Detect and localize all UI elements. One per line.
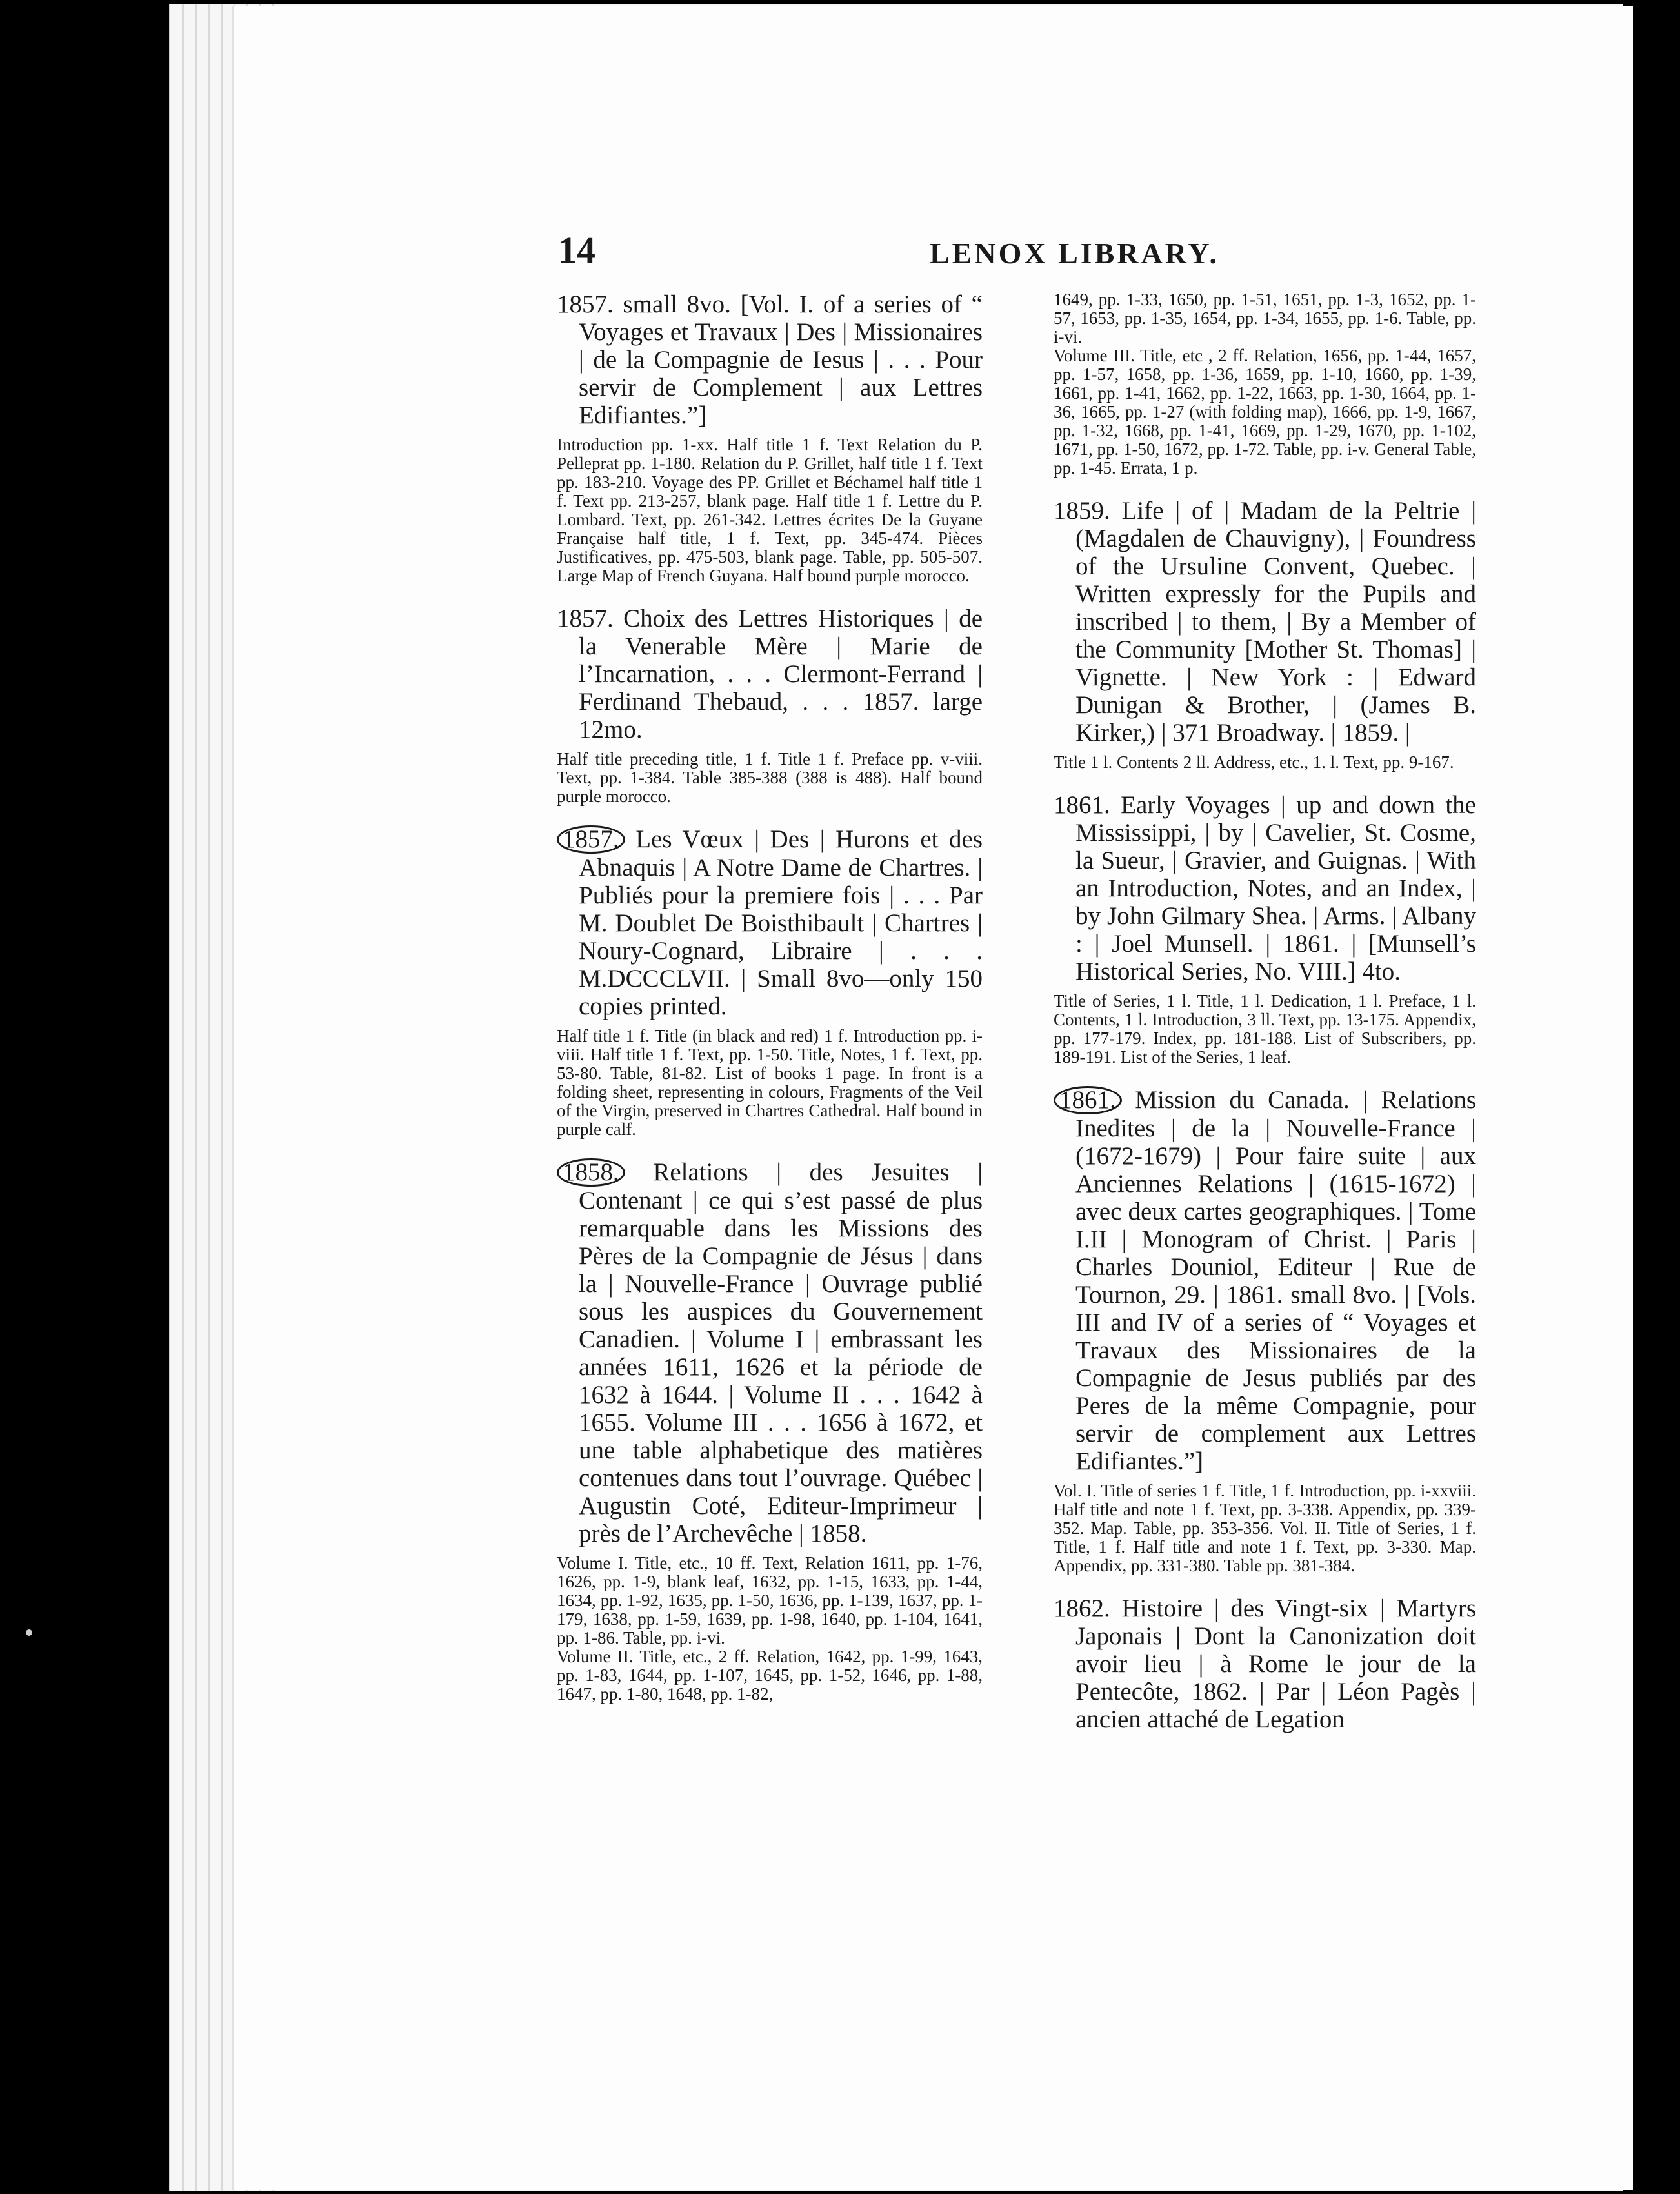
right-column (1054, 290, 1476, 1753)
entry-description: Life | of | Madam de la Peltrie | (Magdalen de Chauvigny), | Foundress of the Ursuline Convent, Quebec. | Written expressly for the Pupils and inscribed | to them, | By a Member of the Community [Mother St. Thomas] | Vignette. | New York : | Edward Dunigan & Brother, | (James B. Kirker,) | 371 Broadway. | 1859. | (1075, 497, 1477, 747)
entry-title (557, 290, 983, 429)
book-page (232, 6, 1633, 2190)
circled-year: 1861. (1054, 1086, 1122, 1114)
collation-notes (557, 1554, 983, 1704)
catalog-entry (1054, 1595, 1476, 1733)
collation-notes (1054, 753, 1476, 772)
entry-title (1054, 497, 1476, 747)
entry-title (1054, 1086, 1476, 1475)
catalog-entry (557, 1158, 983, 1704)
collation-note: Half title preceding title, 1 f. Title 1 f. Preface pp. v-viii. Text, pp. 1-384. Table 385-388 (388 is 488). Half bound purple morocco. (557, 749, 983, 806)
entry-title (557, 825, 983, 1020)
entry-description: Les Vœux | Des | Hurons et des Abnaquis | A Notre Dame de Chartres. | Publiés pour la premiere fois | . . . Par M. Doublet De Boisthibault | Chartres | Noury-Cognard, Libraire | . . . M.DCCCLVII. | Small 8vo—only 150 copies printed. (579, 825, 983, 1020)
collation-note: Half title 1 f. Title (in black and red) 1 f. Introduction pp. i-viii. Half title 1 f. Text, pp. 1-50. Title, Notes, 1 f. Text, pp. 53-80. Table, 81-82. List of books 1 page. In front is a folding sheet, representing in colours, Fragments of the Veil of the Virgin, preserved in Chartres Cathedral. Half bound in purple calf. (557, 1026, 983, 1139)
page-number: 14 (558, 229, 595, 271)
catalog-entry (1054, 290, 1476, 478)
entry-description: Histoire | des Vingt-six | Martyrs Japonais | Dont la Canonization doit avoir lieu | à Rome le jour de la Pentecôte, 1862. | Par | Léon Pagès | ancien attaché de Legation (1075, 1595, 1477, 1733)
collation-note: Volume III. Title, etc , 2 ff. Relation, 1656, pp. 1-44, 1657, pp. 1-57, 1658, pp. 1-36, 1659, pp. 1-10, 1660, pp. 1-39, 1661, pp. 1-41, 1662, pp. 1-22, 1663, pp. 1-30, 1664, pp. 1-36, 1665, pp. 1-27 (with folding map), 1666, pp. 1-9, 1667, pp. 1-32, 1668, pp. 1-41, 1669, pp. 1-29, 1670, pp. 1-102, 1671, pp. 1-50, 1672, pp. 1-72. Table, pp. i-v. General Table, pp. 1-45. Errata, 1 p. (1054, 346, 1476, 478)
catalog-entry (557, 605, 983, 806)
catalog-entry (557, 825, 983, 1139)
entry-year: 1861. (1054, 791, 1110, 819)
entry-title (557, 1158, 983, 1547)
catalog-entry (1054, 497, 1476, 772)
collation-notes (557, 1027, 983, 1139)
collation-notes (557, 750, 983, 806)
collation-note: 1649, pp. 1-33, 1650, pp. 1-51, 1651, pp. 1-3, 1652, pp. 1-57, 1653, pp. 1-35, 1654, pp. 1-34, 1655, pp. 1-6. Table, pp. i-vi. (1054, 290, 1476, 347)
collation-note: Introduction pp. 1-xx. Half title 1 f. Text Relation du P. Pelleprat pp. 1-180. Relation du P. Grillet, half title 1 f. Text pp. 183-210. Voyage des PP. Grillet et Béchamel half title 1 f. Text pp. 213-257, blank page. Half title 1 f. Lettre du P. Lombard. Text, pp. 261-342. Lettres écrites De la Guyane Française half title, 1 f. Text, pp. 345-474. Pièces Justificatives, pp. 475-503, blank page. Table, pp. 505-507. Large Map of French Guyana. Half bound purple morocco. (557, 435, 983, 585)
entry-year: 1857. (557, 605, 614, 632)
collation-note: Volume I. Title, etc., 10 ff. Text, Relation 1611, pp. 1-76, 1626, pp. 1-9, blank leaf, 1632, pp. 1-15, 1633, pp. 1-44, 1634, pp. 1-92, 1635, pp. 1-50, 1636, pp. 1-139, 1637, pp. 1-179, 1638, pp. 1-59, 1639, pp. 1-98, 1640, pp. 1-104, 1641, pp. 1-86. Table, pp. i-vi. (557, 1553, 983, 1647)
circled-year: 1858. (557, 1158, 625, 1187)
collation-notes (1054, 1482, 1476, 1575)
entry-title (557, 605, 983, 743)
collation-note: Vol. I. Title of series 1 f. Title, 1 f. Introduction, pp. i-xxviii. Half title and note 1 f. Text, pp. 3-338. Appendix, pp. 339-352. Map. Table, pp. 353-356. Vol. II. Title of Series, 1 f. Title, 1 f. Half title and note 1 f. Text, pp. 3-330. Map. Appendix, pp. 331-380. Table pp. 381-384. (1054, 1481, 1476, 1575)
collation-note: Volume II. Title, etc., 2 ff. Relation, 1642, pp. 1-99, 1643, pp. 1-83, 1644, pp. 1-107, 1645, pp. 1-52, 1646, pp. 1-88, 1647, pp. 1-80, 1648, pp. 1-82, (557, 1647, 983, 1704)
collation-notes (1054, 992, 1476, 1067)
entry-description: 1857. small 8vo. [Vol. I. of a series of “ Voyages et Travaux | Des | Missionaires | de la Compagnie de Iesus | . . . Pour servir de Complement | aux Lettres Edifiantes.”] (557, 290, 983, 429)
entry-description: Mission du Canada. | Relations Inedites | de la | Nouvelle-France | (1672-1679) | Pour faire suite | aux Anciennes Relations | (1615-1672) | avec deux cartes geographiques. | Tome I.II | Monogram of Christ. | Paris | Charles Douniol, Editeur | Rue de Tournon, 29. | 1861. small 8vo. | [Vols. III and IV of a series of “ Voyages et Travaux des Missionaires de la Compagnie de Jesus publiés par des Peres de la même Compagnie, pour servir de complement aux Lettres Edifiantes.”] (1075, 1086, 1476, 1475)
catalog-entry (1054, 1086, 1476, 1575)
entry-description: Relations | des Jesuites | Contenant | ce qui s’est passé de plus remarquable dans les Missions des Pères de la Compagnie de Jésus | dans la | Nouvelle-France | Ouvrage publié sous les auspices du Gouvernement Canadien. | Volume I | embrassant les années 1611, 1626 et la période de 1632 à 1644. | Volume II . . . 1642 à 1655. Volume III . . . 1656 à 1672, et une table alphabetique des matières contenues dans tout l’ouvrage. Québec | Augustin Coté, Editeur-Imprimeur | près de l’Archevêche | 1858. (579, 1158, 983, 1547)
entry-description: Early Voyages | up and down the Mississippi, | by | Cavelier, St. Cosme, la Sueur, | Gravier, and Guignas. | With an Introduction, Notes, and an Index, | by John Gilmary Shea. | Arms. | Albany : | Joel Munsell. | 1861. | [Munsell’s Historical Series, No. VIII.] 4to. (1075, 791, 1476, 985)
collation-note: Title 1 l. Contents 2 ll. Address, etc., 1. l. Text, pp. 9-167. (1054, 752, 1454, 772)
stray-mark (26, 1629, 32, 1636)
collation-notes (1054, 290, 1476, 478)
entry-year: 1859. (1054, 497, 1110, 525)
collation-notes (557, 436, 983, 585)
entry-year: 1862. (1054, 1595, 1110, 1622)
entry-description: Choix des Lettres Historiques | de la Venerable Mère | Marie de l’Incarnation, . . . Clermont-Ferrand | Ferdinand Thebaud, . . . 1857. large 12mo. (579, 605, 983, 743)
collation-note: Title of Series, 1 l. Title, 1 l. Dedication, 1 l. Preface, 1 l. Contents, 1 l. Introduction, 3 ll. Text, pp. 13-175. Appendix, pp. 177-179. Index, pp. 181-188. List of Subscribers, pp. 189-191. List of the Series, 1 leaf. (1054, 991, 1476, 1067)
circled-year: 1857. (557, 825, 625, 854)
entry-title (1054, 1595, 1476, 1733)
running-head (234, 219, 1633, 271)
catalog-entry (1054, 791, 1476, 1067)
entry-title (1054, 791, 1476, 985)
catalog-entry (557, 290, 983, 585)
left-column (557, 290, 983, 1723)
running-title: LENOX LIBRARY. (930, 237, 1219, 270)
